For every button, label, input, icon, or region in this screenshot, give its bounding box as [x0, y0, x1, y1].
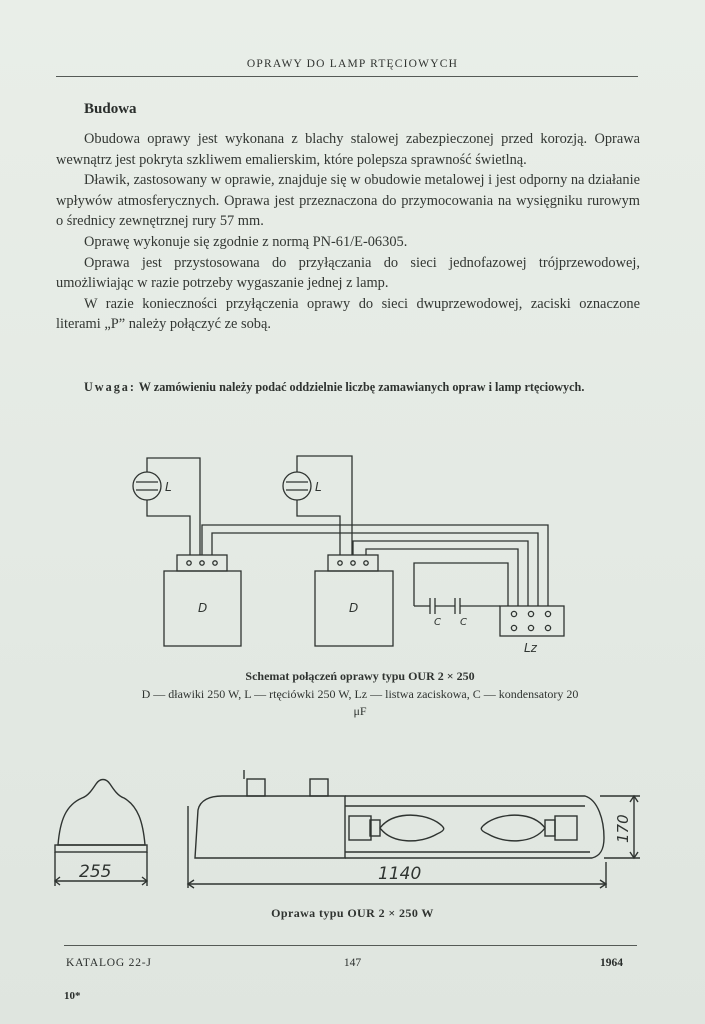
terminal-strip-label: Lz [524, 641, 537, 655]
paragraph: Obudowa oprawy jest wykonana z blachy stalowej zabezpieczonej przed korozją. Oprawa wewnątrz jest pokryta szkliwem emalierskim, które polepsza sprawność świetlną. [56, 131, 640, 168]
capacitor-label: C [460, 617, 467, 628]
lamp-symbol [133, 472, 161, 500]
schematic-caption-legend: D — dławiki 250 W, L — rtęciówki 250 W, Lz — listwa zaciskowa, C — kondensatory 20 μF [141, 686, 579, 718]
footer-rule [64, 945, 637, 946]
height-dimension: 170 [614, 814, 632, 843]
paragraph: Dławik, zastosowany w oprawie, znajduje się w obudowie metalowej i jest odporny na działanie wpływów atmosferycznych. Oprawa jest przeznaczona do przymocowania na wysięgniku rurowym o średnicy zewnętrznej rury 57 mm. [56, 172, 640, 230]
catalog-number: KATALOG 22-J [66, 957, 152, 969]
drawing-caption: Oprawa typu OUR 2 × 250 W [271, 906, 434, 920]
running-title: OPRAWY DO LAMP RTĘCIOWYCH [246, 58, 459, 70]
terminal-block [328, 555, 378, 571]
page-number: 147 [343, 957, 362, 969]
choke-label: D [198, 601, 208, 615]
paragraph: W razie konieczności przyłączenia oprawy do sieci dwuprzewodowej, zaciski oznaczone literami „P” należy połączyć ze sobą. [56, 295, 640, 333]
paragraph: Oprawę wykonuje się zgodnie z normą PN-61/E-06305. [84, 233, 408, 250]
capacitor-label: C [434, 617, 441, 628]
year: 1964 [600, 957, 623, 969]
terminal-strip [500, 606, 564, 636]
paragraph: Oprawa jest przystosowana do przyłączania do sieci jednofazowej trójprzewodowej, umożliwiając w razie potrzeby wygaszanie jednej z lamp. [56, 254, 640, 292]
choke-label: D [349, 601, 359, 615]
note-text: W zamówieniu należy podać oddzielnie liczbę zamawianych opraw i lamp rtęciowych. [138, 380, 585, 394]
width-dimension: 255 [79, 862, 112, 882]
schematic-caption [140, 668, 580, 721]
length-dimension: 1140 [378, 864, 422, 884]
section-title: Budowa [84, 101, 137, 117]
printer-signature: 10* [64, 990, 81, 1002]
terminal-block [177, 555, 227, 571]
note-lead: Uwaga: [84, 380, 136, 394]
lamp-label: L [315, 480, 322, 494]
lamp-symbol [283, 472, 311, 500]
schematic-caption-title: Schemat połączeń oprawy typu OUR 2 × 250 [245, 669, 475, 683]
lamp-label: L [165, 480, 172, 494]
